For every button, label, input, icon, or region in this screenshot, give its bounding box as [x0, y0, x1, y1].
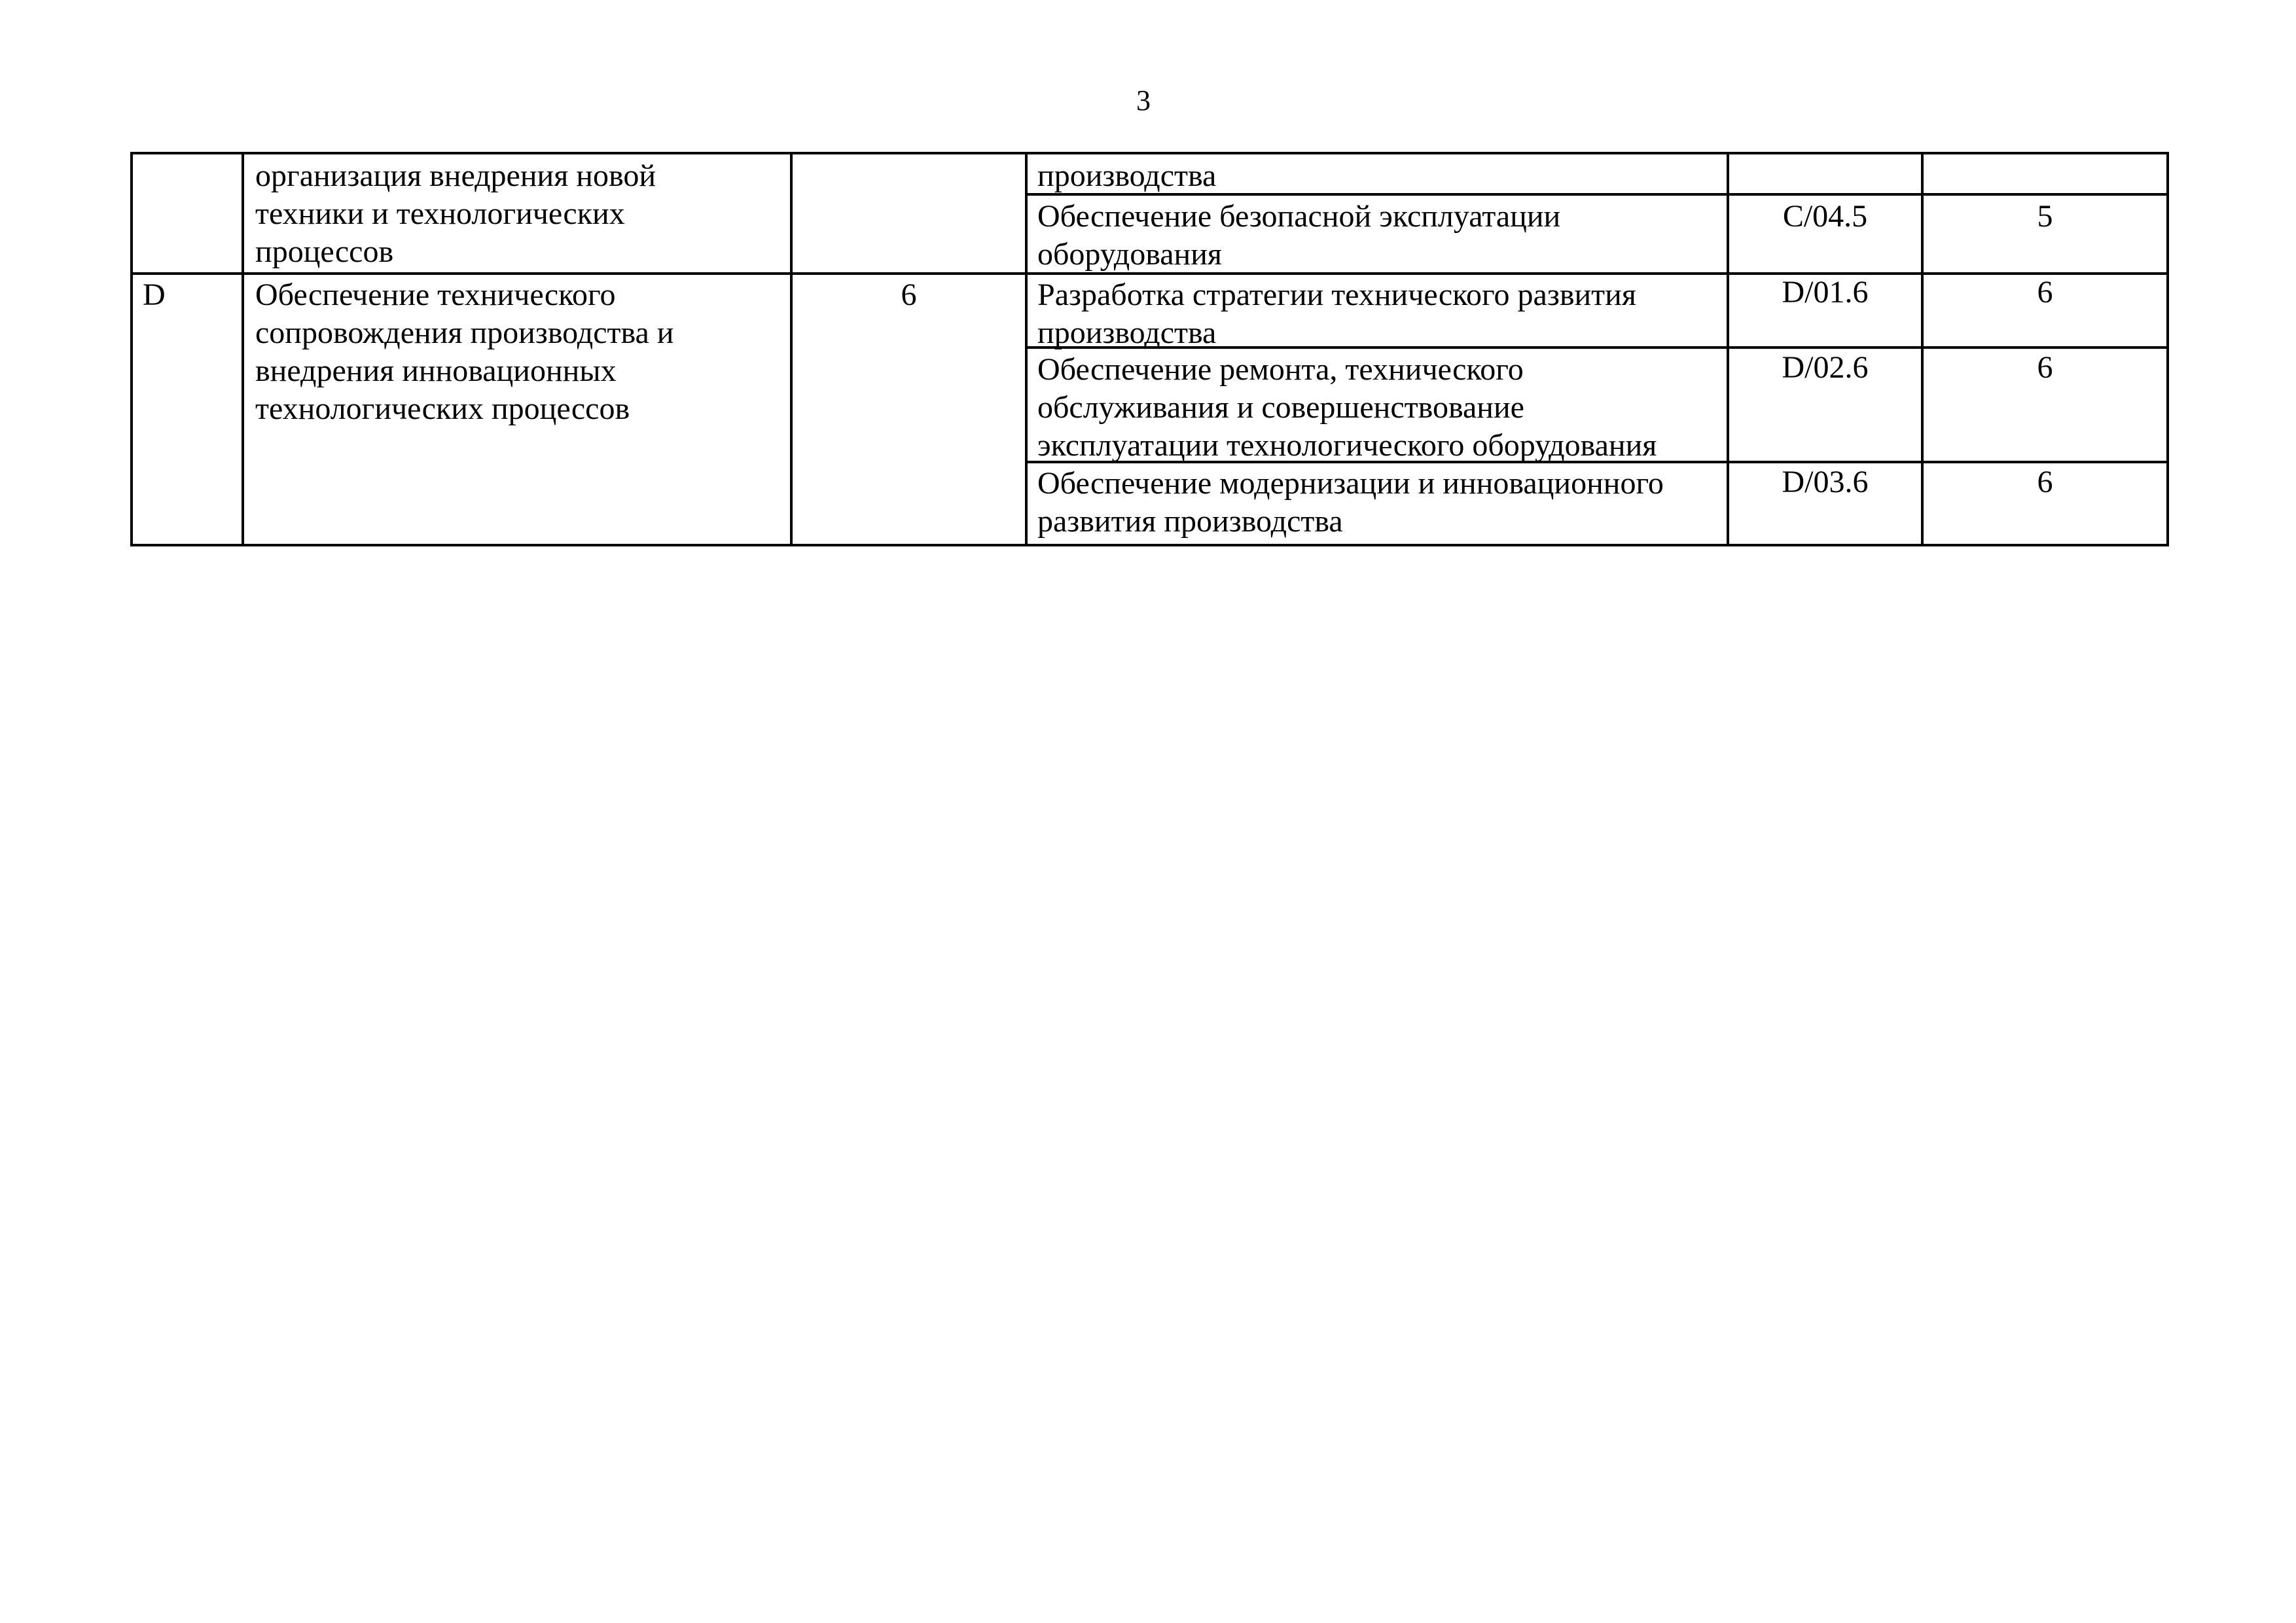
table-border-left — [130, 152, 133, 546]
labor-function-name: Разработка стратегии технического развития производства — [1037, 277, 1636, 350]
labor-function-name: Обеспечение модернизации и инновационного развития производства — [1037, 466, 1664, 539]
generalized-function-code: D — [143, 277, 166, 312]
labor-function-code: D/01.6 — [1782, 275, 1869, 310]
labor-function-level: 6 — [2037, 465, 2053, 499]
table-border-right — [2166, 152, 2169, 546]
col-divider — [1025, 152, 1028, 546]
labor-function-name: Обеспечение безопасной эксплуатации оборудования — [1037, 199, 1561, 272]
labor-function-code: D/03.6 — [1782, 465, 1869, 499]
labor-function-name: Обеспечение ремонта, технического обслуживания и совершенствование эксплуатации технологического оборудования — [1037, 352, 1657, 463]
generalized-function-name: Обеспечение технического сопровождения производства и внедрения инновационных технологических процессов — [255, 277, 674, 426]
qualification-level: 6 — [901, 277, 917, 312]
labor-function-level: 6 — [2037, 275, 2053, 310]
generalized-function-name: организация внедрения новой техники и технологических процессов — [255, 158, 656, 269]
page-number: 3 — [1136, 84, 1151, 116]
labor-function-name: производства — [1037, 158, 1217, 193]
labor-function-level: 5 — [2037, 199, 2053, 234]
col-divider — [242, 152, 244, 546]
labor-function-level: 6 — [2037, 350, 2053, 385]
table-border-top — [131, 152, 2169, 154]
labor-function-code: D/02.6 — [1782, 350, 1869, 385]
col-divider — [790, 152, 793, 546]
labor-function-code: C/04.5 — [1782, 199, 1868, 234]
table-border-bottom — [131, 544, 2169, 546]
